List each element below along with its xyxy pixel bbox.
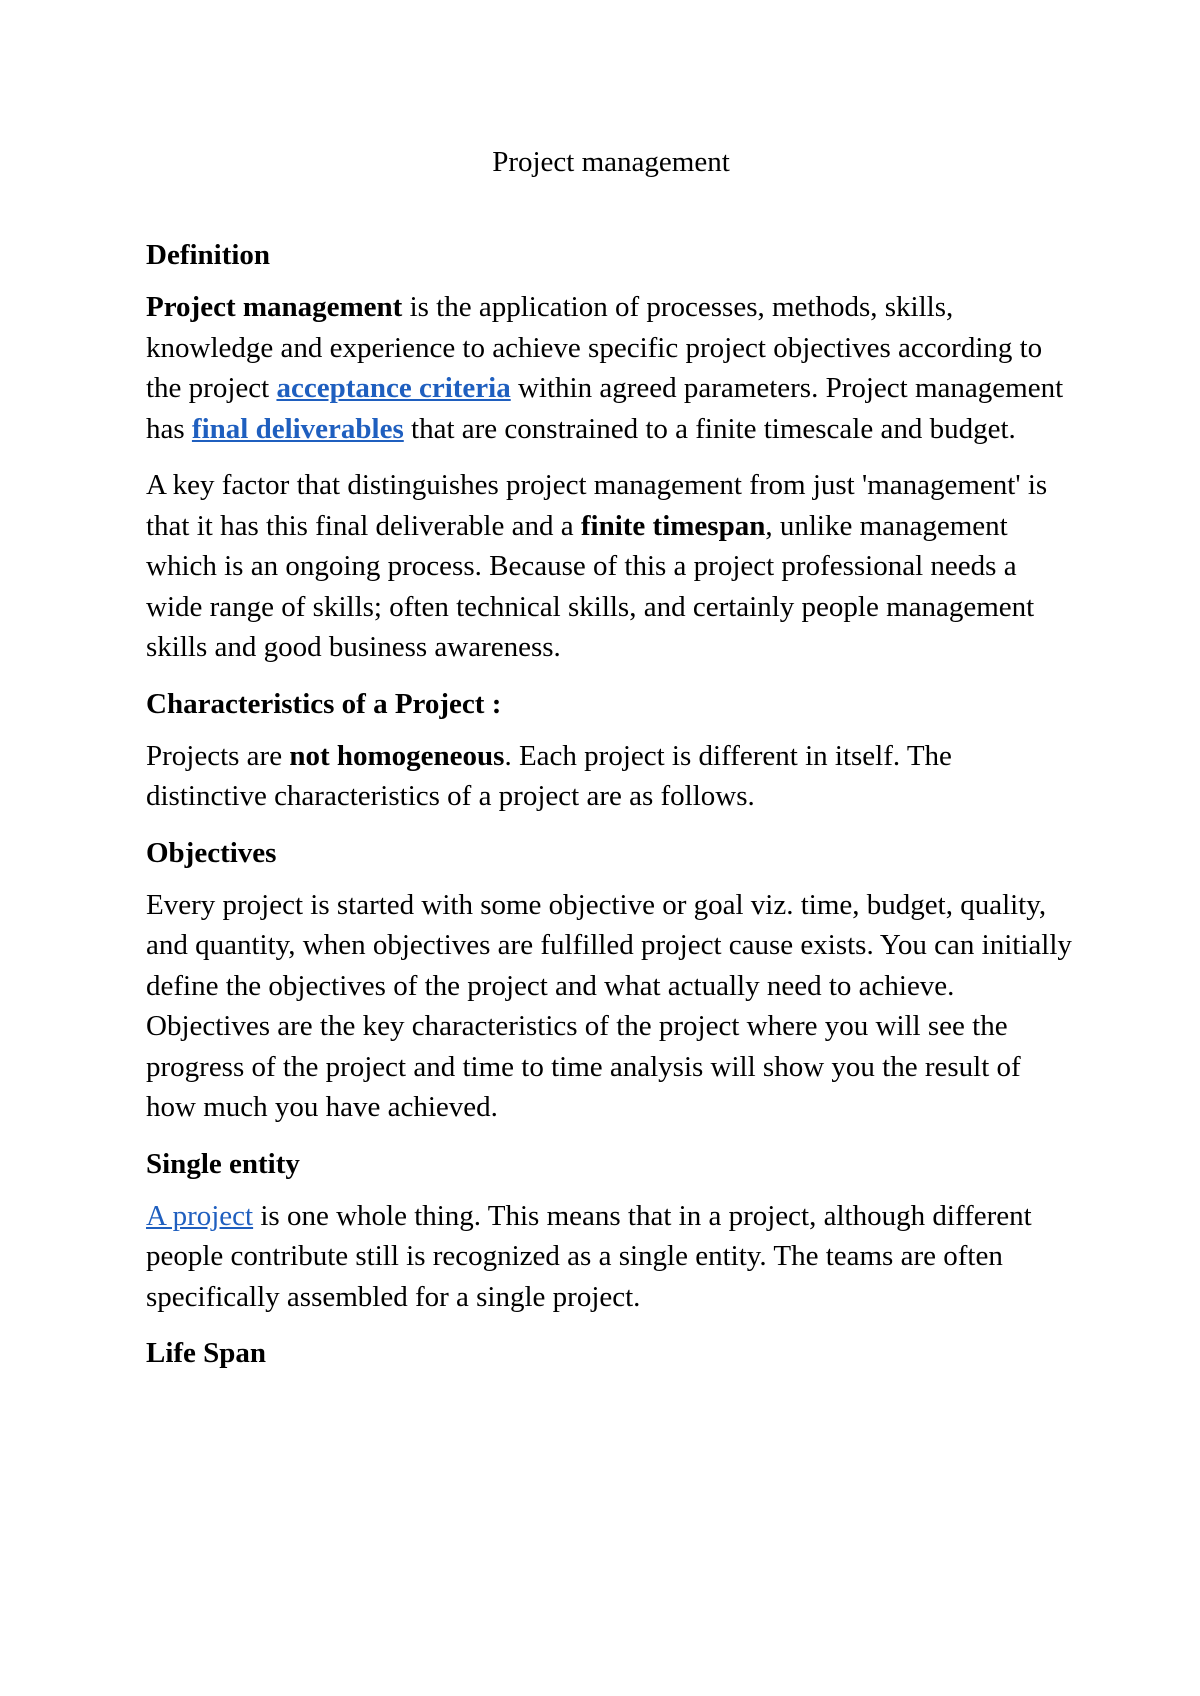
heading-life-span: Life Span (146, 1337, 267, 1369)
paragraph-text: that are constrained to a finite timescale and budget. (403, 412, 1016, 445)
paragraph-text: A key factor that distinguishes project management from just 'management' is that it has this final deliverable and a (146, 469, 1048, 542)
paragraph-definition (146, 287, 1076, 449)
paragraph-text: is one whole thing. This means that in a project, although different people contribute still is recognized as a single entity. The teams are often specifically assembled for a single project. (146, 1199, 1032, 1313)
link-acceptance-criteria[interactable]: acceptance criteria (276, 372, 511, 404)
document-body (146, 142, 1076, 1385)
link-a-project[interactable]: A project (146, 1199, 254, 1232)
paragraph-objectives: Every project is started with some objective or goal viz. time, budget, quality, and quantity, when objectives are fulfilled project cause exists. You can initially define the objectives of the project and what actually need to achieve. Objectives are the key characteristics of the project where you will see the progress of the project and time to time analysis will show you the result of how much you have achieved. (146, 888, 1072, 1123)
emphasis-finite-timespan: finite timespan (580, 509, 766, 542)
heading-characteristics: Characteristics of a Project : (146, 687, 502, 720)
emphasis-not-homogeneous: not homogeneous (289, 739, 505, 772)
heading-objectives: Objectives (146, 836, 277, 869)
heading-definition: Definition (146, 239, 271, 271)
paragraph-characteristics (146, 736, 1076, 817)
paragraph-single-entity (146, 1196, 1076, 1318)
heading-single-entity: Single entity (146, 1147, 300, 1180)
paragraph-text: , unlike management which is an ongoing process. Because of this a project professional needs a wide range of skills; often technical skills, and certainly people management skills and good business awareness. (146, 509, 1035, 663)
paragraph-text: . Each project is different in itself. The distinctive characteristics of a project are as follows. (146, 739, 952, 812)
paragraph-text: Projects are (146, 739, 290, 772)
paragraph-text: is the application of processes, methods, skills, knowledge and experience to achieve specific project objectives according to the project (146, 291, 1043, 404)
link-final-deliverables[interactable]: final deliverables (191, 412, 404, 445)
paragraph-text: within agreed parameters. Project management has (146, 372, 1064, 445)
document-title: Project management (492, 146, 730, 178)
term-project-management: Project management (146, 291, 403, 323)
paragraph-key-factor (146, 465, 1076, 668)
